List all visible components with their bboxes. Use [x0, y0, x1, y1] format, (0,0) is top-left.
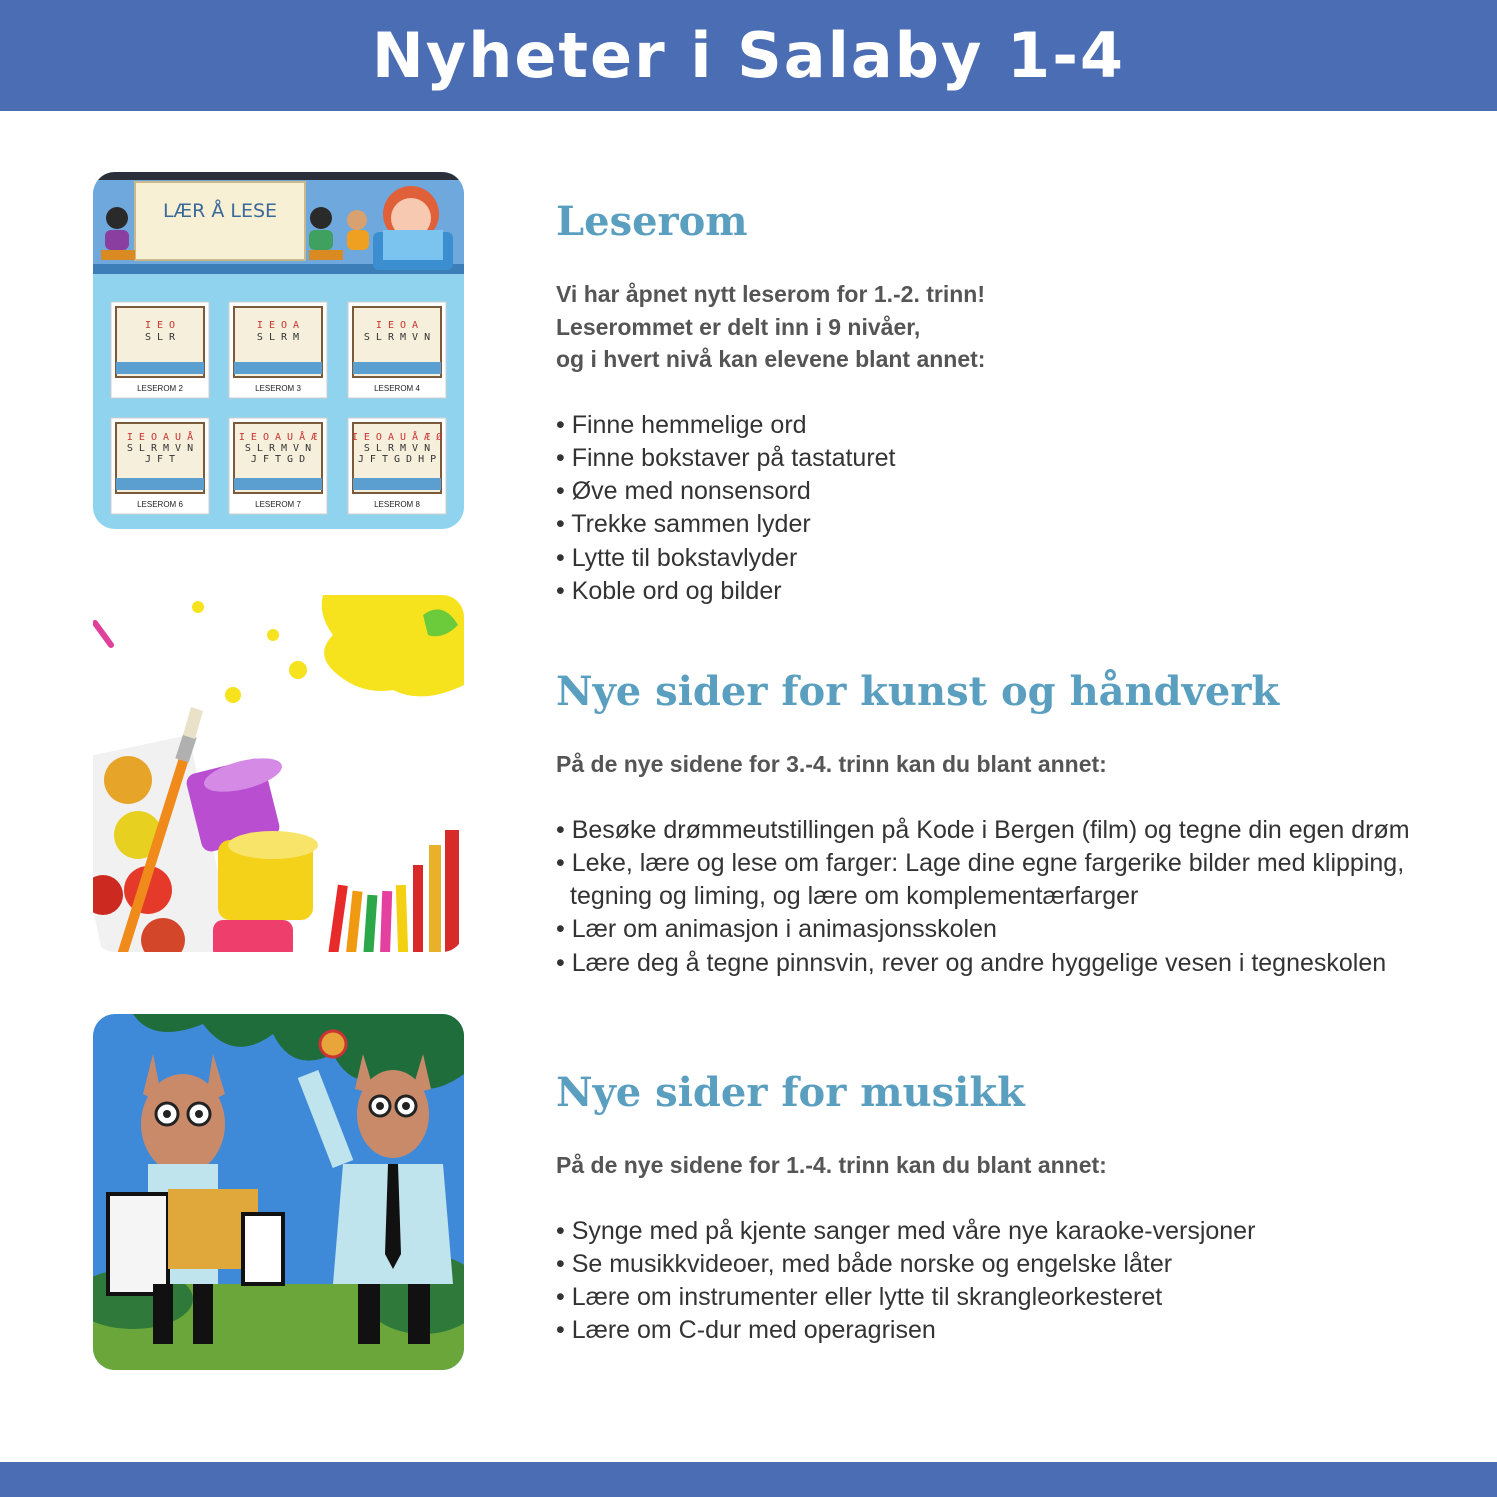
section-intro-line: Leserommet er delt inn i 9 nivåer,: [556, 313, 921, 340]
tile-letters: S L R M V N: [244, 443, 312, 454]
section-kunst-og-handverk: [556, 668, 1456, 980]
section-title: Nye sider for kunst og håndverk: [556, 668, 1280, 715]
leserom-illustration: [93, 172, 464, 529]
feature-list: [556, 409, 1456, 609]
tile-letters: J F T G D H P: [357, 454, 437, 465]
list-item: • Leke, lære og lese om farger: Lage dine egne fargerike bilder med klipping, tegning og liming, og lære om komplementærfarger: [556, 847, 1456, 914]
tile-letters: S L R M: [256, 332, 300, 343]
section-title: Nye sider for musikk: [556, 1069, 1025, 1116]
feature-list: [556, 1215, 1456, 1348]
art-supplies-illustration: [93, 595, 464, 952]
tile-letters: S L R M V N: [363, 332, 431, 343]
tile-letters: I E O A U Å Æ Ø: [351, 432, 443, 443]
list-item: • Lære om instrumenter eller lytte til skrangleorkesteret: [556, 1281, 1456, 1314]
tile-letters: I E O A U Å: [126, 432, 194, 443]
tile-letters: I E O A: [256, 320, 300, 331]
section-leserom: [556, 198, 1456, 608]
tile-label: LESEROM 7: [255, 500, 301, 509]
page-title: Nyheter i Salaby 1-4: [371, 19, 1126, 92]
tile-letters: S L R M V N: [126, 443, 194, 454]
tile-label: LESEROM 2: [137, 384, 183, 393]
list-item: • Besøke drømmeutstillingen på Kode i Bergen (film) og tegne din egen drøm: [556, 814, 1456, 847]
section-title: Leserom: [556, 198, 748, 245]
tile-letters: I E O A U Å Æ: [238, 432, 318, 443]
music-illustration: [93, 1014, 464, 1370]
header-bar: [0, 0, 1497, 111]
tile-letters: J F T G D: [250, 454, 306, 465]
feature-list: [556, 814, 1456, 980]
tile-letters: I E O: [144, 320, 176, 331]
tile-letters: J F T: [144, 454, 176, 465]
footer-bar: [0, 1462, 1497, 1497]
list-item: • Se musikkvideoer, med både norske og engelske låter: [556, 1248, 1456, 1281]
list-item: • Finne hemmelige ord: [556, 409, 1456, 442]
list-item: • Lær om animasjon i animasjonsskolen: [556, 913, 1456, 946]
list-item: • Lære deg å tegne pinnsvin, rever og andre hyggelige vesen i tegneskolen: [556, 947, 1456, 980]
section-intro-line: På de nye sidene for 1.-4. trinn kan du blant annet:: [556, 1152, 1107, 1178]
banner-text: LÆR Å LESE: [162, 200, 278, 222]
tile-label: LESEROM 3: [255, 384, 301, 393]
section-intro-line: og i hvert nivå kan elevene blant annet:: [556, 346, 986, 372]
tile-letters: I E O A: [375, 320, 419, 331]
list-item: • Finne bokstaver på tastaturet: [556, 442, 1456, 475]
tile-label: LESEROM 4: [374, 384, 420, 393]
list-item: • Øve med nonsensord: [556, 475, 1456, 508]
list-item: • Synge med på kjente sanger med våre nye karaoke-versjoner: [556, 1215, 1456, 1248]
tile-letters: S L R: [144, 332, 176, 343]
section-musikk: [556, 1069, 1456, 1348]
list-item: • Lytte til bokstavlyder: [556, 542, 1456, 575]
tile-label: LESEROM 8: [374, 500, 420, 509]
list-item: • Lære om C-dur med operagrisen: [556, 1314, 1456, 1347]
section-intro-line: På de nye sidene for 3.-4. trinn kan du blant annet:: [556, 751, 1107, 777]
section-intro-line: Vi har åpnet nytt leserom for 1.-2. trinn!: [556, 281, 985, 307]
tile-letters: S L R M V N: [363, 443, 431, 454]
tile-label: LESEROM 6: [137, 500, 183, 509]
list-item: • Trekke sammen lyder: [556, 508, 1456, 541]
list-item: • Koble ord og bilder: [556, 575, 1456, 608]
